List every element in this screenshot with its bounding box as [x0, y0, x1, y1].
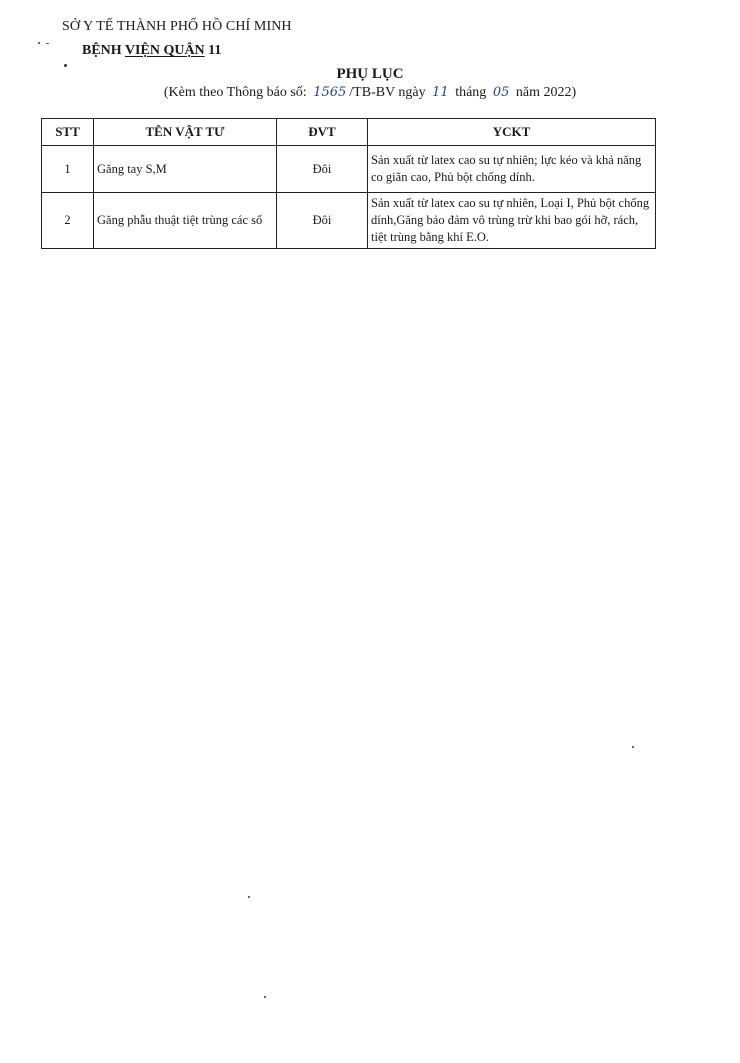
- cell-item-name: Găng tay S,M: [94, 146, 277, 193]
- scan-speck: [38, 42, 40, 44]
- cell-unit: Đôi: [277, 193, 368, 249]
- hospital-name-suffix: 11: [204, 43, 222, 58]
- issuing-authority: SỞ Y TẾ THÀNH PHỐ HỒ CHÍ MINH: [62, 19, 292, 34]
- hospital-name-prefix: BỆNH: [82, 43, 125, 58]
- hospital-name-underlined: VIỆN QUẬN: [124, 43, 205, 58]
- supplies-table: [41, 118, 656, 249]
- handwritten-notice-number: 1565: [313, 85, 347, 100]
- scan-speck: [264, 996, 266, 998]
- cell-item-name: Găng phẫu thuật tiệt trùng các số: [94, 193, 277, 249]
- subtitle-text-2: /TB-BV ngày: [349, 85, 426, 100]
- cell-stt: 1: [42, 146, 94, 193]
- handwritten-day: 11: [432, 85, 449, 100]
- table-row: [42, 193, 656, 249]
- header-unit: ĐVT: [277, 119, 368, 146]
- scan-speck: [632, 746, 634, 748]
- table-row: [42, 146, 656, 193]
- hospital-name: [82, 43, 221, 59]
- table-header-row: [42, 119, 656, 146]
- cell-stt: 2: [42, 193, 94, 249]
- handwritten-month: 05: [492, 85, 510, 100]
- header-item-name: TÊN VẬT TƯ: [94, 119, 277, 146]
- subtitle-text-3: tháng: [455, 85, 487, 100]
- header-technical-requirements: YCKT: [368, 119, 656, 146]
- cell-requirements: Sản xuất từ latex cao su tự nhiên, Loại I, Phủ bột chống dính,Găng bảo đảm vô trùng trừ khi bao gói hỡ, rách, tiệt trùng bằng khí E.O.: [368, 193, 656, 249]
- scan-speck: [248, 896, 250, 898]
- document-title: PHỤ LỤC: [336, 66, 404, 82]
- cell-unit: Đôi: [277, 146, 368, 193]
- scan-speck: [46, 43, 49, 44]
- document-subtitle: [0, 85, 740, 101]
- header-stt: STT: [42, 119, 94, 146]
- subtitle-text-4: năm 2022): [515, 85, 577, 100]
- cell-requirements: Sản xuất từ latex cao su tự nhiên; lực kéo và khả năng co giãn cao, Phủ bột chống dính.: [368, 146, 656, 193]
- subtitle-text-1: (Kèm theo Thông báo số:: [163, 85, 307, 100]
